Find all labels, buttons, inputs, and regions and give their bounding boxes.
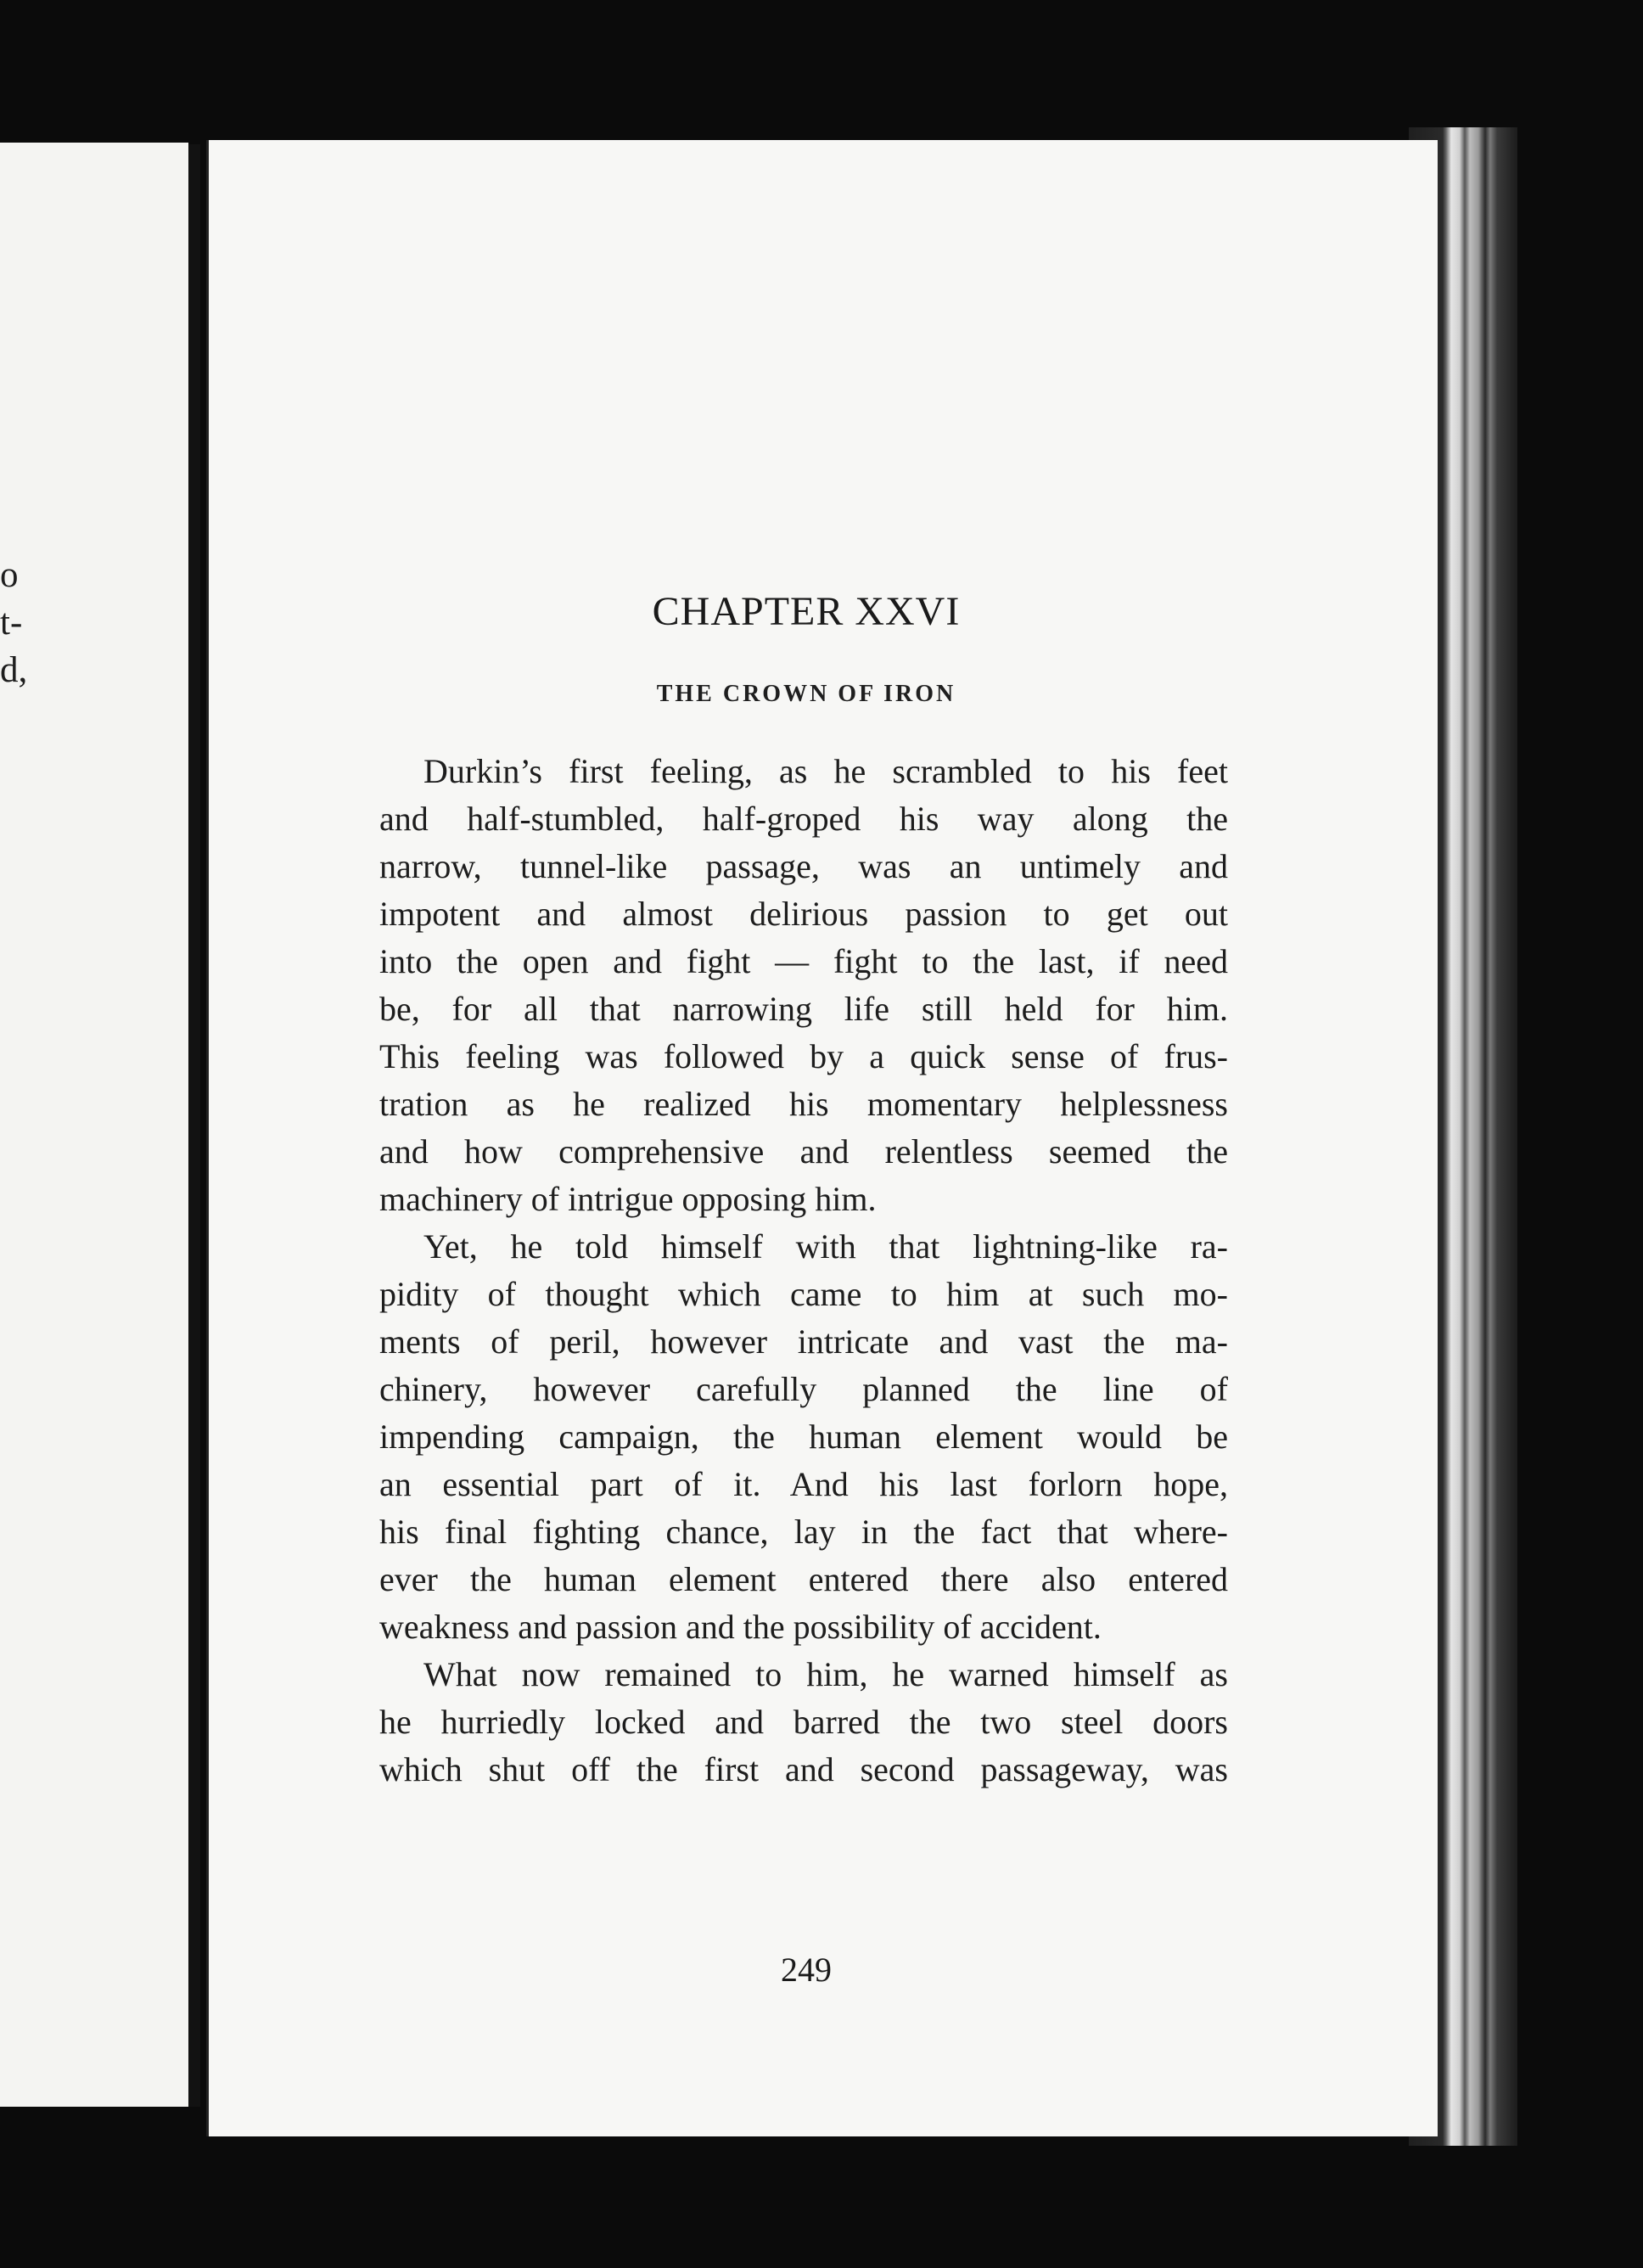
book-gutter bbox=[188, 144, 200, 2107]
text-line: Yet, he told himself with that lightning-like ra- bbox=[423, 1227, 1228, 1266]
chapter-body bbox=[379, 748, 1228, 1794]
text-line: What now remained to him, he warned himself as bbox=[423, 1655, 1228, 1693]
text-line: machinery of intrigue opposing him. bbox=[379, 1180, 877, 1218]
text-line: chinery, however carefully planned the line of bbox=[379, 1370, 1228, 1408]
text-line: an essential part of it. And his last forlorn hope, bbox=[379, 1465, 1228, 1503]
facing-page-text-fragment: d, bbox=[0, 650, 28, 690]
text-line: pidity of thought which came to him at such mo- bbox=[379, 1275, 1228, 1313]
facing-page bbox=[0, 143, 188, 2107]
chapter-subtitle: THE CROWN OF IRON bbox=[656, 681, 956, 707]
text-line: into the open and fight — fight to the last, if need bbox=[379, 942, 1228, 980]
text-line: and half-stumbled, half-groped his way along the bbox=[379, 800, 1228, 838]
text-line: be, for all that narrowing life still held for him. bbox=[379, 990, 1228, 1028]
text-line: which shut off the first and second passageway, was bbox=[379, 1750, 1228, 1788]
text-line: impending campaign, the human element would be bbox=[379, 1418, 1228, 1456]
facing-page-text-fragment: t- bbox=[0, 603, 23, 643]
text-line: he hurriedly locked and barred the two steel doors bbox=[379, 1703, 1228, 1741]
text-line: tration as he realized his momentary helplessness bbox=[379, 1085, 1228, 1123]
text-line: his final fighting chance, lay in the fact that where- bbox=[379, 1513, 1228, 1551]
chapter-title: CHAPTER XXVI bbox=[652, 589, 961, 634]
facing-page-text-fragment: o bbox=[0, 555, 19, 595]
text-line: impotent and almost delirious passion to get out bbox=[379, 895, 1228, 933]
text-line: narrow, tunnel-like passage, was an untimely and bbox=[379, 847, 1228, 885]
text-line: and how comprehensive and relentless seemed the bbox=[379, 1132, 1228, 1170]
text-line: weakness and passion and the possibility of accident. bbox=[379, 1608, 1102, 1646]
text-line: ever the human element entered there also entered bbox=[379, 1560, 1228, 1598]
text-line: ments of peril, however intricate and vast the ma- bbox=[379, 1322, 1228, 1361]
text-line: This feeling was followed by a quick sense of frus- bbox=[379, 1037, 1228, 1075]
page-number: 249 bbox=[781, 1951, 832, 1989]
book-page bbox=[209, 140, 1438, 2136]
text-line: Durkin’s first feeling, as he scrambled to his feet bbox=[423, 752, 1228, 790]
